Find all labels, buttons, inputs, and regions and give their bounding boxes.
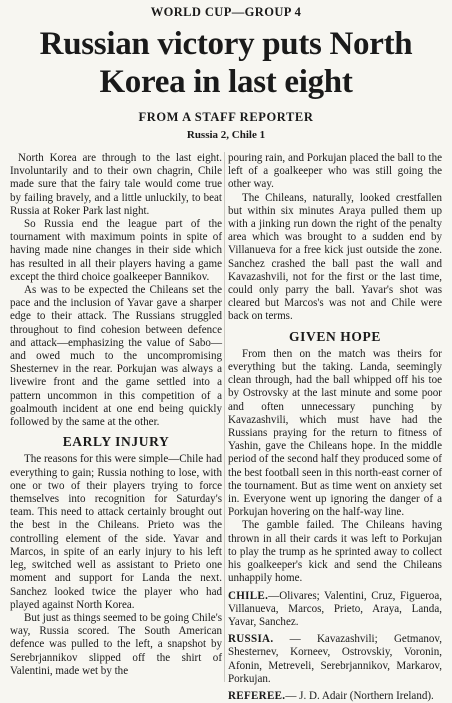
paragraph: As was to be expected the Chileans set the pace and the inclusion of Yavar gave a sharper edge to their attack. The Russians struggled throughout to find cohesion between defence and attack—emphasizing the value of Sabo—and owed much to the uncompromising Shesternev in the rear. Porkujan was always a livewire front and the game settled into a pattern uncommon in this competition of a goalmouth incident at one end being quickly followed by the same at the other. <box>10 284 222 429</box>
score-line: Russia 2, Chile 1 <box>186 129 266 141</box>
section-kicker: WORLD CUP—GROUP 4 <box>150 5 302 19</box>
article-body <box>10 152 443 702</box>
left-column <box>10 152 222 678</box>
team-players: — Kavazashvili; Getmanov, Shesternev, Korneev, Ostrovskiy, Voronin, Afonin, Metreveli, Serebrjannikov, Markarov, Porkujan. <box>228 633 443 685</box>
paragraph: So Russia end the league part of the tournament with maximum points in spite of having made nine changes in their side which has resulted in all their players having a game except the third choice goalkeeper Bannikov. <box>10 218 222 283</box>
byline: FROM A STAFF REPORTER <box>138 110 314 124</box>
column-divider <box>224 152 225 682</box>
subheading: GIVEN HOPE <box>289 328 381 344</box>
paragraph: North Korea are through to the last eight. Involuntarily and to their own chagrin, Chile made sure that the fairy tale would come true by failing bravely, and a little unluckily, to beat Russia at Roker Park last night. <box>10 152 222 217</box>
team-label: CHILE. <box>228 589 269 602</box>
paragraph: From then on the match was theirs for everything but the taking. Landa, seemingly clean through, had the ball whipped off his toe by Ostrovsky at the last minute and some poor and often unnecessary punching by Kavazashvili, which must have had the Russians praying for the return to fitness of Yashin, gave the Chileans hope. In the middle period of the second half they produced some of the best football seen in this north-east corner of the tournament. But as time went on anxiety set in. Everyone went up ignoring the danger of a Porkujan hovering on the half-way line. <box>228 347 442 519</box>
referee-label: REFEREE. <box>228 689 286 702</box>
headline-line-1: Russian victory puts North <box>39 26 413 62</box>
referee-name: — J. D. Adair (Northern Ireland). <box>285 689 434 702</box>
paragraph: The gamble failed. The Chileans having thrown in all their cards it was left to Porkujan to play the trump as he sprinted away to collect his goalkeeper's kick and send the Chileans unhappily home. <box>228 519 442 585</box>
headline <box>10 25 442 101</box>
chile-lineup <box>228 590 442 630</box>
paragraph: But just as things seemed to be going Chile's way, Russia scored. The South American defence was pulled to the left, a snapshot by Serebrjannikov slipped off the shirt of Valentini, made wet by the <box>10 611 222 677</box>
right-column <box>228 152 442 703</box>
team-label: RUSSIA. <box>228 633 274 646</box>
russia-lineup <box>228 633 442 686</box>
paragraph: The Chileans, naturally, looked crestfallen but within six minutes Araya pulled them up with a jinking run down the right of the penalty area which was brought to a sudden end by Villanueva for a free kick just outside the zone. Sanchez crashed the ball past the wall and Kavazashvili, not for the first or the last time, could only parry the ball. Yavar's shot was cleared but Marcos's was not and Chile were back on terms. <box>228 191 442 323</box>
team-players: —Olivares; Valentini, Cruz, Figueroa, Villanueva, Marcos, Prieto, Araya, Landa, Yavar, Sanchez. <box>228 589 442 628</box>
headline-line-2: Korea in last eight <box>99 64 353 100</box>
subheading: EARLY INJURY <box>62 434 170 450</box>
paragraph: The reasons for this were simple—Chile had everything to gain; Russia nothing to lose, with one or two of their players trying to force themselves into recognition for Saturday's team. This need to attack certainly brought out the best in the Chileans. Prieto was the controlling element of the side. Yavar and Marcos, in spite of an early injury to his left leg, switched well as assistant to Prieto one moment and support for Landa the next. Sanchez looked twice the player who had played against North Korea. <box>10 453 222 611</box>
referee-line <box>228 690 442 703</box>
paragraph: pouring rain, and Porkujan placed the ball to the left of a goalkeeper who was still going the other way. <box>228 152 442 191</box>
